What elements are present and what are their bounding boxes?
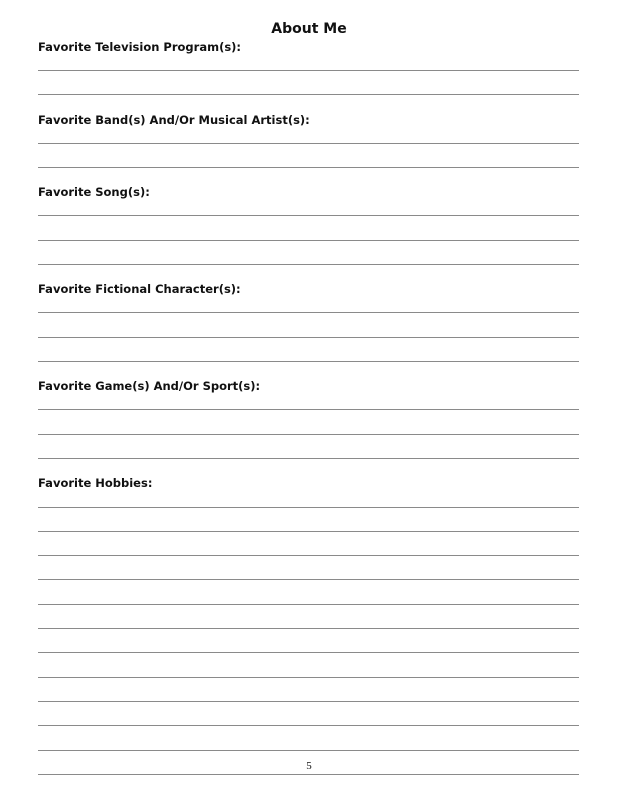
writing-line[interactable]: [38, 337, 579, 338]
writing-line[interactable]: [38, 409, 579, 410]
writing-line[interactable]: [38, 434, 579, 435]
writing-line[interactable]: [38, 215, 579, 216]
writing-line[interactable]: [38, 264, 579, 265]
writing-line[interactable]: [38, 701, 579, 702]
writing-line[interactable]: [38, 531, 579, 532]
label-favorite-television: Favorite Television Program(s):: [38, 40, 242, 54]
writing-line[interactable]: [38, 725, 579, 726]
writing-line[interactable]: [38, 652, 579, 653]
writing-line[interactable]: [38, 143, 579, 144]
page-title: About Me: [271, 21, 347, 37]
label-favorite-hobbies: Favorite Hobbies:: [38, 476, 153, 490]
writing-line[interactable]: [38, 604, 579, 605]
writing-line[interactable]: [38, 774, 579, 775]
writing-line[interactable]: [38, 750, 579, 751]
writing-line[interactable]: [38, 458, 579, 459]
label-favorite-game-sport: Favorite Game(s) And/Or Sport(s):: [38, 379, 261, 393]
writing-line[interactable]: [38, 507, 579, 508]
writing-line[interactable]: [38, 361, 579, 362]
writing-line[interactable]: [38, 94, 579, 95]
page-number: 5: [306, 760, 312, 772]
writing-line[interactable]: [38, 579, 579, 580]
writing-line[interactable]: [38, 240, 579, 241]
writing-line[interactable]: [38, 628, 579, 629]
label-favorite-band: Favorite Band(s) And/Or Musical Artist(s):: [38, 113, 310, 127]
writing-line[interactable]: [38, 312, 579, 313]
writing-line[interactable]: [38, 555, 579, 556]
label-favorite-fictional-character: Favorite Fictional Character(s):: [38, 282, 241, 296]
label-favorite-song: Favorite Song(s):: [38, 185, 150, 199]
writing-line[interactable]: [38, 167, 579, 168]
writing-line[interactable]: [38, 677, 579, 678]
writing-line[interactable]: [38, 70, 579, 71]
